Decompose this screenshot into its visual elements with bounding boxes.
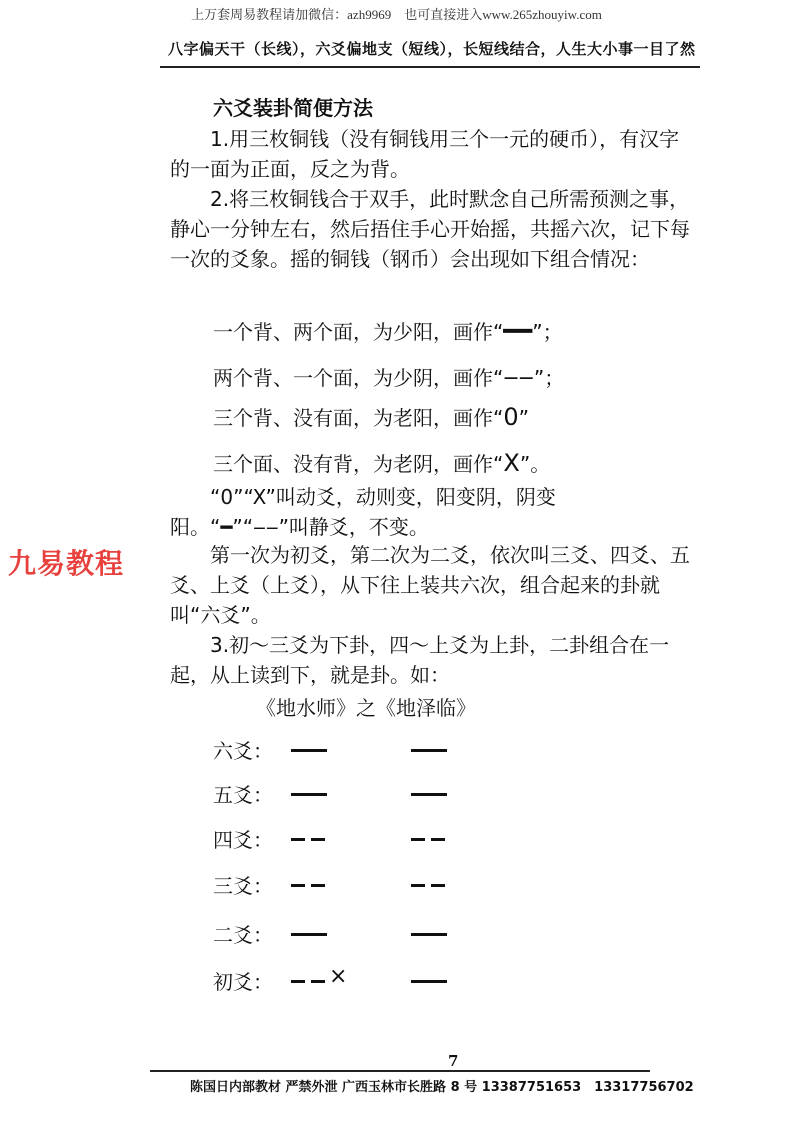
- paragraph-3-text: “0”“X”叫动爻，动则变，阳变阴，阴变阳。“━”“‒‒”叫静爻，不变。: [170, 485, 556, 539]
- paragraph-1-text: 1.用三枚铜钱（没有铜钱用三个一元的硬币），有汉字的一面为正面，反之为背。: [170, 127, 680, 181]
- yang-line-symbol: ━━: [503, 317, 533, 345]
- yao-label: 二爻：: [213, 923, 273, 947]
- yin-line-symbol: ‒‒: [503, 363, 534, 391]
- yao-label: 五爻：: [213, 783, 273, 807]
- old-yang-symbol: 0: [503, 403, 519, 431]
- yin-line-segment: [311, 980, 325, 983]
- yin-line-segment: [291, 838, 305, 841]
- yin-line-segment: [311, 838, 325, 841]
- yin-line-segment: [291, 884, 305, 887]
- yin-line-segment: [431, 838, 445, 841]
- running-header: 八字偏天干（长线），六爻偏地支（短线），长短线结合，人生大小事一目了然: [168, 40, 696, 58]
- header-rule: [160, 66, 700, 68]
- combo-line-3: [213, 402, 529, 431]
- yin-line-segment: [411, 838, 425, 841]
- combo-end: ”。: [519, 452, 551, 476]
- combo-end: ”；: [532, 320, 563, 344]
- moving-line-mark: ×: [329, 964, 348, 989]
- yang-line: [411, 980, 447, 983]
- yin-line-segment: [311, 884, 325, 887]
- section-title: 六爻装卦简便方法: [213, 96, 373, 120]
- yao-label: 四爻：: [213, 828, 273, 852]
- combo-end: ”: [518, 406, 530, 430]
- yin-line-segment: [291, 980, 305, 983]
- footer-rule: [150, 1070, 650, 1072]
- example-title: 《地水师》之《地泽临》: [256, 696, 476, 720]
- old-yin-symbol: X: [503, 449, 520, 477]
- page-number: 7: [448, 1052, 459, 1070]
- yao-row: [213, 735, 513, 765]
- yao-label: 三爻：: [213, 874, 273, 898]
- yao-row: [213, 779, 513, 809]
- yao-row: [213, 966, 513, 996]
- yao-label: 初爻：: [213, 970, 273, 994]
- yang-line: [411, 933, 447, 936]
- combo-line-1: [213, 316, 563, 345]
- paragraph-3: [170, 482, 690, 542]
- paragraph-2-text: 2.将三枚铜钱合于双手，此时默念自己所需预测之事，静心一分钟左右，然后捂住手心开始摇，共摇六次，记下每一次的爻象。摇的铜钱（钢币）会出现如下组合情况：: [170, 187, 690, 271]
- yang-line: [291, 749, 327, 752]
- paragraph-2: [170, 184, 690, 274]
- yang-line: [411, 749, 447, 752]
- yang-line: [291, 933, 327, 936]
- yang-line: [411, 793, 447, 796]
- watermark: 九易教程: [8, 547, 125, 580]
- yin-line-segment: [411, 884, 425, 887]
- combo-text: 三个背、没有面，为老阳，画作“: [213, 406, 504, 430]
- top-banner: 上万套周易教程请加微信：azh9969 也可直接进入www.265zhouyiw.com: [191, 7, 602, 22]
- yao-row: [213, 870, 513, 900]
- combo-text: 一个背、两个面，为少阳，画作“: [213, 320, 504, 344]
- yao-label: 六爻：: [213, 739, 273, 763]
- yao-row: [213, 919, 513, 949]
- combo-line-4: [213, 448, 550, 477]
- paragraph-5: [170, 630, 690, 690]
- yin-line-segment: [431, 884, 445, 887]
- paragraph-4: [170, 540, 690, 630]
- combo-text: 两个背、一个面，为少阴，画作“: [213, 366, 504, 390]
- yao-row: [213, 824, 513, 854]
- combo-text: 三个面、没有背，为老阴，画作“: [213, 452, 504, 476]
- paragraph-1: [170, 124, 690, 184]
- yang-line: [291, 793, 327, 796]
- paragraph-5-text: 3.初～三爻为下卦，四～上爻为上卦，二卦组合在一起，从上读到下，就是卦。如：: [170, 633, 670, 687]
- combo-line-2: [213, 362, 564, 391]
- footer-text: 陈国日内部教材 严禁外泄 广西玉林市长胜路 8 号 13387751653 13317756702: [190, 1080, 694, 1095]
- combo-end: ”；: [533, 366, 565, 390]
- paragraph-4-text: 第一次为初爻，第二次为二爻，依次叫三爻、四爻、五爻、上爻（上爻），从下往上装共六次，组合起来的卦就叫“六爻”。: [170, 543, 690, 627]
